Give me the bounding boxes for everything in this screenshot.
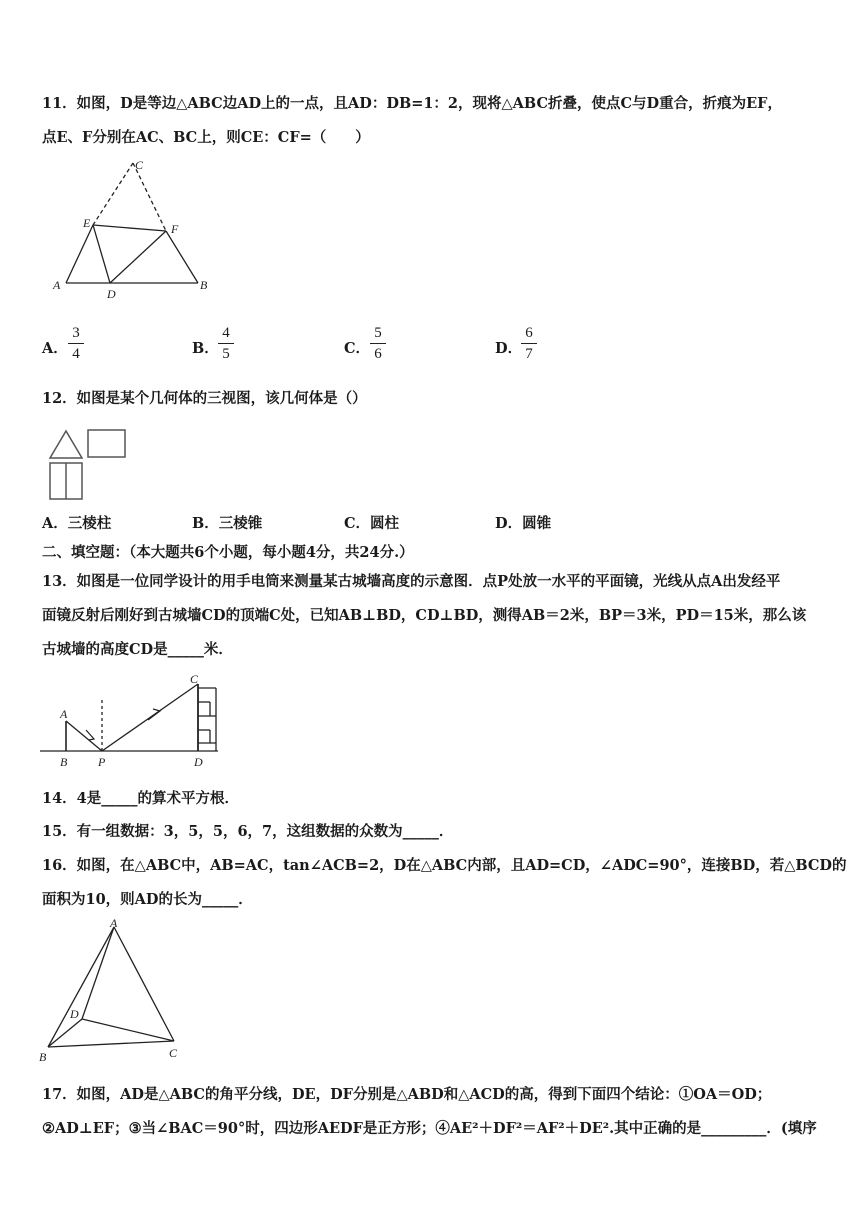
q12-side-view-rect	[88, 430, 125, 457]
q15-text: 15．有一组数据：3，5，5，6，7，这组数据的众数为_____．	[42, 823, 454, 840]
q16-label-b: B	[39, 1050, 47, 1064]
q11-option-a-fraction	[68, 324, 84, 363]
q12-option-a: A．三棱柱	[42, 515, 112, 532]
q13-text-line2: 面镜反射后刚好到古城墙CD的顶端C处，已知AB⊥BD，CD⊥BD，测得AB＝2米，BP＝3米，PD＝15米，那么该	[42, 607, 807, 624]
q17-text-line1: 17．如图，AD是△ABC的角平分线，DE，DF分别是△ABD和△ACD的高，得到下面四个结论：①OA＝OD；	[42, 1086, 772, 1103]
q13-label-b: B	[60, 755, 68, 769]
q13-label-c: C	[190, 672, 199, 686]
q11-option-b-fraction	[218, 324, 234, 363]
q11-label-b: B	[200, 278, 208, 292]
q11-option-a-num: 3	[72, 325, 80, 341]
q13-label-p: P	[98, 755, 106, 769]
q11-option-b-letter: B．	[192, 340, 219, 357]
q12-option-d: D．圆锥	[495, 515, 552, 532]
q11-text-line2: 点E、F分别在AC、BC上，则CE：CF=（ ）	[42, 129, 370, 146]
q11-option-d-fraction	[521, 324, 537, 363]
q11-option-c-letter: C．	[344, 340, 371, 357]
q11-option-b-num: 4	[222, 325, 230, 341]
q11-text-line1: 11．如图，D是等边△ABC边AD上的一点，且AD：DB=1：2，现将△ABC折叠，使点C与D重合，折痕为EF，	[42, 95, 782, 112]
q11-option-b-den: 5	[222, 346, 230, 362]
q16-label-c: C	[169, 1046, 178, 1060]
q11-option-a-letter: A．	[42, 340, 68, 357]
q13-text-line3: 古城墙的高度CD是_____米．	[42, 641, 233, 658]
q11-option-c-num: 5	[374, 325, 382, 341]
q12-three-views-figure	[46, 424, 131, 504]
q11-option-a-den: 4	[72, 346, 80, 362]
q12-text: 12．如图是某个几何体的三视图，该几何体是（）	[42, 390, 367, 407]
q11-option-d-num: 6	[525, 325, 533, 341]
q16-text-line1: 16．如图，在△ABC中，AB=AC，tan∠ACB=2，D在△ABC内部，且AD=CD，∠ADC=90°，连接BD，若△BCD的	[42, 857, 847, 874]
q11-triangle-figure	[48, 155, 228, 305]
q17-text-line2: ②AD⊥EF；③当∠BAC＝90°时，四边形AEDF是正方形；④AE²＋DF²＝AF²＋DE².其中正确的是_________．(填序	[42, 1120, 817, 1137]
q13-label-a: A	[60, 707, 68, 721]
q16-triangle-figure	[36, 915, 196, 1065]
q11-label-c: C	[135, 158, 144, 172]
q16-label-d: D	[70, 1007, 79, 1021]
section-fill-in-header: 二、填空题：（本大题共6个小题，每小题4分，共24分.）	[42, 544, 414, 561]
q11-option-d-den: 7	[525, 346, 533, 362]
q11-label-a: A	[53, 278, 61, 292]
q12-option-c: C．圆柱	[344, 515, 400, 532]
q13-label-d: D	[194, 755, 203, 769]
q16-text-line2: 面积为10，则AD的长为_____．	[42, 891, 253, 908]
q14-text: 14．4是_____的算术平方根．	[42, 790, 240, 807]
q12-option-b: B．三棱锥	[192, 515, 263, 532]
q11-option-d-letter: D．	[495, 340, 523, 357]
q11-option-c-den: 6	[374, 346, 382, 362]
q16-label-a: A	[110, 916, 118, 930]
q11-label-f: F	[171, 222, 179, 236]
q13-city-wall-figure	[38, 668, 238, 772]
q11-option-c-fraction	[370, 324, 386, 363]
q11-label-e: E	[83, 216, 91, 230]
q12-front-view-triangle	[50, 431, 82, 458]
q13-text-line1: 13．如图是一位同学设计的用手电筒来测量某古城墙高度的示意图．点P处放一水平的平面镜，光线从点A出发经平	[42, 573, 781, 590]
q11-label-d: D	[107, 287, 116, 301]
